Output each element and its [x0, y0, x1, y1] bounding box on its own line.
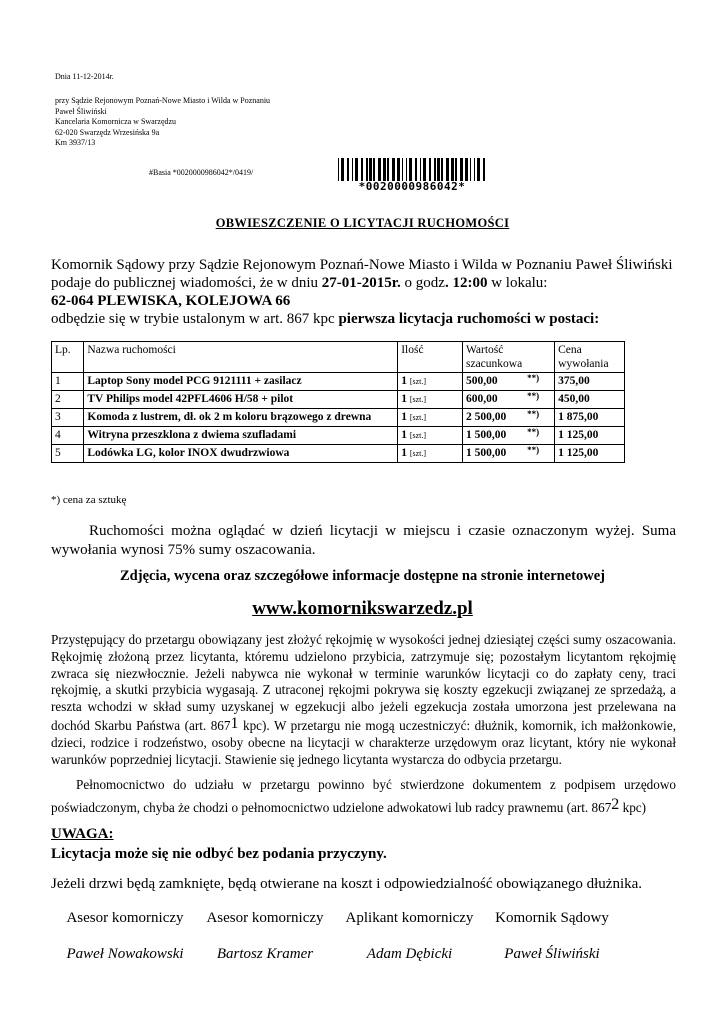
auction-time: . 12:00 — [444, 275, 488, 291]
intro-text: w lokalu: — [487, 275, 548, 291]
barcode-bar — [437, 158, 440, 181]
cell-name: Komoda z lustrem, dł. ok 2 m koloru brązowego z drewna — [84, 409, 398, 427]
closed-doors-note: Jeżeli drzwi będą zamknięte, będą otwierane na koszt i odpowiedzialność obowiązanego dłużnika. — [51, 876, 643, 892]
paragraph-text: Pełnomocnictwo do udziału w przetargu powinno być stwierdzone dokumentem z podpisem urzędowo poświadczonym, chyba że chodzi o pełnomocnictwo udzielone adwokatowi lub radcy prawnemu (art. 867 — [51, 777, 676, 815]
auction-type: pierwsza licytacja ruchomości w postaci: — [338, 311, 600, 327]
barcode-bar — [446, 158, 449, 181]
cell-lp: 5 — [52, 445, 84, 463]
qty: 1 — [401, 447, 407, 459]
article-superscript: 2 — [611, 796, 620, 813]
header-value: Wartość szacunkowa — [463, 342, 555, 373]
header-lp: Lp. — [52, 342, 84, 373]
reference-id: #Basia *0020000986042*/0419/ — [149, 168, 254, 177]
barcode-bar — [460, 158, 463, 181]
price-note: *) cena za sztukę — [51, 494, 127, 506]
office-line: przy Sądzie Rejonowym Poznań-Nowe Miasto i Wilda w Poznaniu — [55, 96, 271, 105]
value: 500,00 — [466, 375, 498, 387]
cell-name: Lodówka LG, kolor INOX dwudrzwiowa — [84, 445, 398, 463]
table-row — [52, 409, 625, 427]
intro-text: o godz — [400, 275, 445, 291]
barcode-bar — [409, 158, 412, 181]
signatory-name: Adam Dębicki — [366, 946, 453, 962]
cell-name: Witryna przeszklona z dwiema szufladami — [84, 427, 398, 445]
barcode — [338, 158, 486, 192]
barcode-bar — [420, 158, 421, 181]
table-row — [52, 427, 625, 445]
cell-price: 450,00 — [555, 391, 625, 409]
cell-value — [463, 445, 555, 463]
barcode-bar — [455, 158, 457, 181]
cell-price: 375,00 — [555, 373, 625, 391]
case-number: Km 3937/13 — [55, 138, 96, 147]
barcode-bar — [366, 158, 368, 181]
auction-address: 62-064 PLEWISKA, KOLEJOWA 66 — [51, 293, 291, 309]
document-title: OBWIESZCZENIE O LICYTACJI RUCHOMOŚCI — [215, 216, 510, 230]
signatory-name: Paweł Śliwiński — [504, 946, 600, 962]
cell-value — [463, 373, 555, 391]
barcode-bar — [347, 158, 349, 181]
cell-qty — [398, 409, 463, 427]
footnote-mark: **) — [527, 373, 540, 383]
intro-text: odbędzie się w trybie ustalonym w art. 867 kpc — [51, 311, 339, 327]
unit: [szt.] — [409, 377, 427, 386]
barcode-bar — [387, 158, 389, 181]
barcode-bar — [406, 158, 407, 181]
barcode-bar — [397, 158, 400, 181]
signatory-role: Asesor komorniczy — [206, 910, 324, 926]
barcode-bar — [451, 158, 454, 181]
signatory-role: Aplikant komorniczy — [345, 910, 474, 926]
paragraph-text: Przystępujący do przetargu obowiązany jest złożyć rękojmię w wysokości jednej dziesiątej części sumy oszacowania. Rękojmię złożoną przez licytanta, któremu udzielono przybicia, zatrzymuje się; pozostałym licytantom rękojmię zwraca się niezwłocznie. Jeżeli nabywca nie wykonał w terminie warunków licytacji co do zapłaty ceny, traci rękojmię, a skutki przybicia wygasają. Z utraconej rękojmi pokrywa się koszty egzekucji związanej ze sprzedażą, a reszta wchodzi w skład sumy uzyskanej w egzekucji albo jeżeli egzekucja została umorzona jest przelewana na dochód Skarbu Państwa (art. 867 — [51, 632, 676, 733]
barcode-bar — [402, 158, 403, 181]
cell-name: Laptop Sony model PCG 9121111 + zasilacz — [84, 373, 398, 391]
document-date: Dnia 11-12-2014r. — [55, 72, 114, 81]
barcode-bar — [355, 158, 358, 181]
paragraph-text: kpc). W przetargu nie mogą uczestniczyć: dłużnik, komornik, ich małżonkowie, dzieci, rodzice i rodzeństwo, osoby obecne na licytacji w charakterze urzędowym oraz licytant, który nie wykonał warunków poprzedniej licytacji. Stawienie się jednego licytanta wystarcza do odbycia przetargu. — [51, 717, 676, 767]
paragraph-text: kpc) — [619, 800, 647, 815]
cell-price: 1 125,00 — [555, 427, 625, 445]
header-name: Nazwa ruchomości — [84, 342, 398, 373]
cell-price: 1 125,00 — [555, 445, 625, 463]
value: 600,00 — [466, 393, 498, 405]
barcode-bar — [338, 158, 339, 181]
auction-date: 27-01-2015r. — [321, 275, 401, 291]
viewing-paragraph: Ruchomości można oglądać w dzień licytacji w miejscu i czasie oznaczonym wyżej. Suma wywołania wynosi 75% sumy oszacowania. — [51, 523, 676, 558]
barcode-bar — [341, 158, 344, 181]
cell-lp: 4 — [52, 427, 84, 445]
barcode-bar — [474, 158, 475, 181]
cell-value — [463, 409, 555, 427]
office-line: 62-020 Swarzędz Wrzesińska 9a — [55, 127, 160, 137]
cell-qty — [398, 445, 463, 463]
cell-lp: 2 — [52, 391, 84, 409]
qty: 1 — [401, 411, 407, 423]
unit: [szt.] — [409, 395, 427, 404]
unit: [szt.] — [409, 413, 427, 422]
deposit-paragraph — [51, 632, 676, 768]
footnote-mark: **) — [527, 391, 540, 401]
office-line: Kancelaria Komornicza w Swarzędzu — [55, 117, 177, 126]
cell-qty — [398, 391, 463, 409]
barcode-bar — [352, 158, 353, 181]
table-row — [52, 391, 625, 409]
value: 1 500,00 — [466, 447, 507, 459]
cell-value — [463, 427, 555, 445]
barcode-bar — [392, 158, 395, 181]
qty: 1 — [401, 375, 407, 387]
barcode-bar — [378, 158, 381, 181]
barcode-bar — [415, 158, 417, 181]
barcode-bar — [434, 158, 436, 181]
unit: [szt.] — [409, 449, 427, 458]
table-row — [52, 445, 625, 463]
intro-line-4 — [51, 310, 691, 328]
warning-text: Licytacja może się nie odbyć bez podania przyczyny. — [51, 846, 387, 862]
barcode-bar — [369, 158, 372, 181]
info-heading: Zdjęcia, wycena oraz szczegółowe informacje dostępne na stronie internetowej — [120, 568, 605, 584]
website-link[interactable]: www.komornikswarzedz.pl — [252, 598, 473, 619]
header-qty: Ilość — [398, 342, 463, 373]
barcode-bar — [477, 158, 480, 181]
footnote-mark: **) — [527, 427, 540, 437]
article-superscript: 1 — [230, 714, 239, 732]
barcode-bar — [465, 158, 468, 181]
table-header-row — [52, 342, 625, 373]
barcode-text: *0020000986042* — [358, 180, 466, 193]
table-row — [52, 373, 625, 391]
signatory-role: Asesor komorniczy — [66, 910, 184, 926]
unit: [szt.] — [409, 431, 427, 440]
warning-block — [51, 824, 387, 864]
intro-text: podaje do publicznej wiadomości, że w dniu — [51, 275, 322, 291]
cell-value — [463, 391, 555, 409]
footnote-mark: **) — [527, 445, 540, 455]
signatory-name: Bartosz Kramer — [216, 946, 314, 962]
office-header — [55, 96, 270, 149]
header-price: Cena wywołania — [555, 342, 625, 373]
qty: 1 — [401, 429, 407, 441]
barcode-bar — [429, 158, 431, 181]
value: 2 500,00 — [466, 411, 507, 423]
intro-line-1: Komornik Sądowy przy Sądzie Rejonowym Poznań-Nowe Miasto i Wilda w Poznaniu Paweł Śliwiński — [51, 257, 673, 273]
items-table — [51, 341, 625, 463]
cell-qty — [398, 373, 463, 391]
warning-label: UWAGA: — [51, 826, 114, 842]
barcode-bars — [338, 158, 486, 181]
barcode-bar — [483, 158, 485, 181]
barcode-bar — [373, 158, 375, 181]
cell-price: 1 875,00 — [555, 409, 625, 427]
cell-lp: 3 — [52, 409, 84, 427]
value: 1 500,00 — [466, 429, 507, 441]
barcode-bar — [423, 158, 426, 181]
office-line: Paweł Śliwiński — [55, 106, 107, 116]
intro-line-2 — [51, 274, 691, 292]
signatory-name: Paweł Nowakowski — [66, 946, 184, 962]
proxy-paragraph — [51, 775, 676, 818]
intro — [51, 256, 691, 328]
footnote-mark: **) — [527, 409, 540, 419]
qty: 1 — [401, 393, 407, 405]
signatory-role: Komornik Sądowy — [495, 910, 609, 926]
cell-name: TV Philips model 42PFL4606 H/58 + pilot — [84, 391, 398, 409]
cell-qty — [398, 427, 463, 445]
barcode-bar — [383, 158, 386, 181]
barcode-bar — [470, 158, 471, 181]
barcode-bar — [361, 158, 363, 181]
cell-lp: 1 — [52, 373, 84, 391]
barcode-bar — [441, 158, 443, 181]
